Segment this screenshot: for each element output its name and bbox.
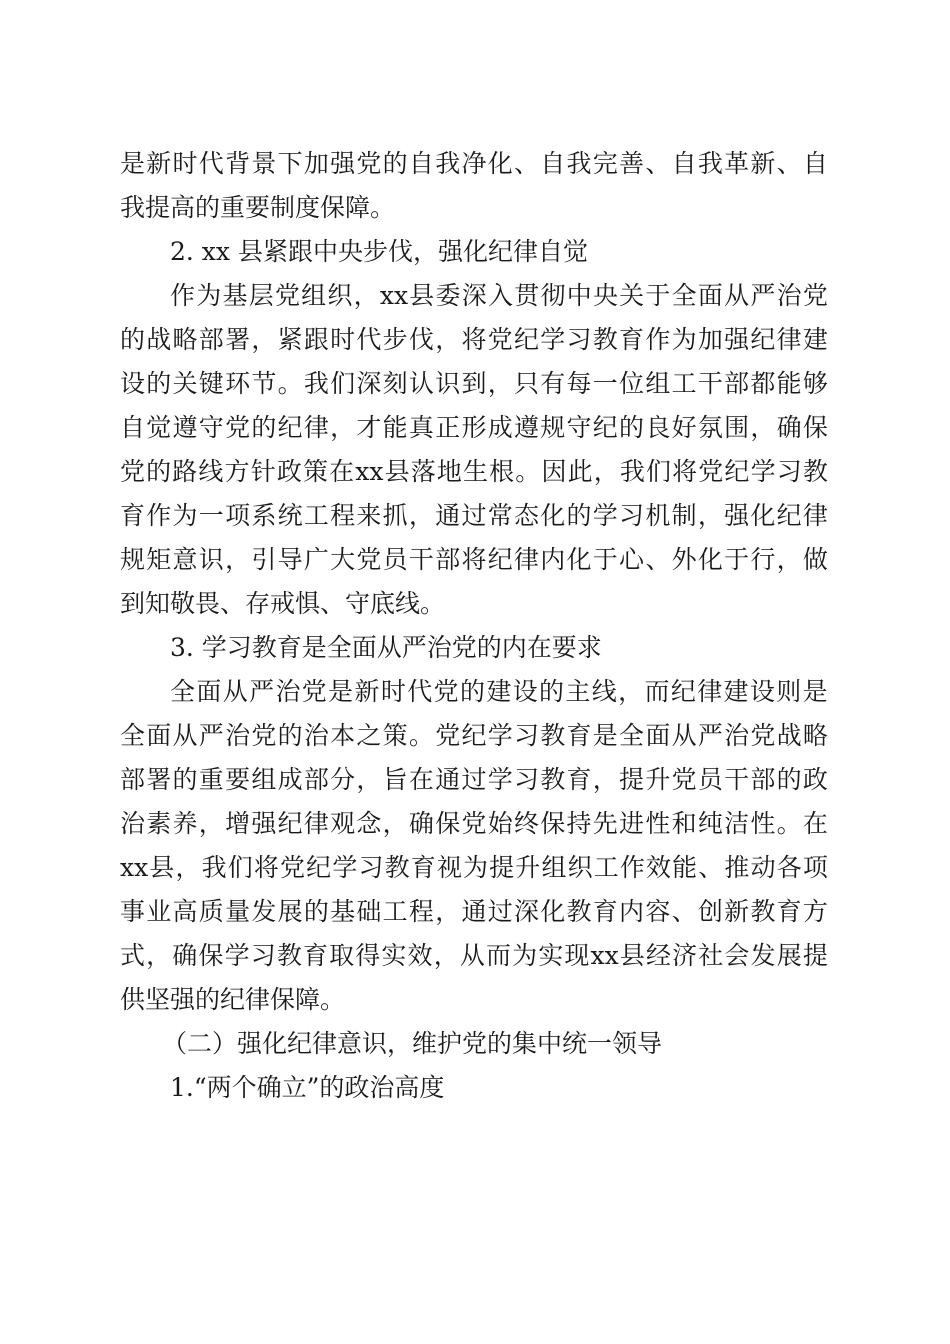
section-heading: 1.“两个确立”的政治高度 xyxy=(170,1073,445,1102)
paragraph-line: 全 面 从 严 治 党 的 治 本 之 策 。 党 纪 学 习 教 育 是 全 面 从 严 治 党 战 略 xyxy=(120,721,828,750)
paragraph-line: 自 觉 遵 守 党 的 纪 律 ， 才 能 真 正 形 成 遵 规 守 纪 的 良 好 氛 围 ， 确 保 xyxy=(120,413,828,442)
document-body xyxy=(120,142,828,1110)
paragraph-line: 治 素 养 ， 增 强 纪 律 观 念 ， 确 保 党 始 终 保 持 先 进 性 和 纯 洁 性 。 在 xyxy=(120,809,828,838)
paragraph-line: 事 业 高 质 量 发 展 的 基 础 工 程 ， 通 过 深 化 教 育 内 容 、 创 新 教 育 方 xyxy=(120,897,828,926)
paragraph-line: xx 县 ， 我 们 将 党 纪 学 习 教 育 视 为 提 升 组 织 工 作 效 能 、 推 动 各 项 xyxy=(120,853,828,882)
paragraph-line: 育 作 为 一 项 系 统 工 程 来 抓 ， 通 过 常 态 化 的 学 习 机 制 ， 强 化 纪 律 xyxy=(120,501,828,530)
section-heading: 2. xx 县紧跟中央步伐，强化纪律自觉 xyxy=(170,237,588,266)
paragraph-line: 党 的 路 线 方 针 政 策 在 xx 县 落 地 生 根 。 因 此 ， 我 们 将 党 纪 学 习 教 xyxy=(120,457,828,486)
paragraph-line: 是 新 时 代 背 景 下 加 强 党 的 自 我 净 化 、 自 我 完 善 、 自 我 革 新 、 自 xyxy=(120,149,828,178)
paragraph-line: 作 为 基 层 党 组 织 ， xx 县 委 深 入 贯 彻 中 央 关 于 全 面 从 严 治 党 xyxy=(170,281,828,310)
paragraph-line: 式 ， 确 保 学 习 教 育 取 得 实 效 ， 从 而 为 实 现 xx 县 经 济 社 会 发 展 提 xyxy=(120,941,828,970)
paragraph-line: 我提高的重要制度保障。 xyxy=(120,193,396,222)
paragraph-line: 的 战 略 部 署 ， 紧 跟 时 代 步 伐 ， 将 党 纪 学 习 教 育 作 为 加 强 纪 律 建 xyxy=(120,325,828,354)
section-heading: 3. 学习教育是全面从严治党的内在要求 xyxy=(170,633,602,662)
section-heading: （二）强化纪律意识，维护党的集中统一领导 xyxy=(162,1029,663,1058)
paragraph-line: 供坚强的纪律保障。 xyxy=(120,985,346,1014)
paragraph-line: 到知敬畏、存戒惧、守底线。 xyxy=(120,589,446,618)
paragraph-line: 全 面 从 严 治 党 是 新 时 代 党 的 建 设 的 主 线 ， 而 纪 律 建 设 则 是 xyxy=(170,677,828,706)
paragraph-line: 设 的 关 键 环 节 。 我 们 深 刻 认 识 到 ， 只 有 每 一 位 组 工 干 部 都 能 够 xyxy=(120,369,828,398)
paragraph-line: 规 矩 意 识 ， 引 导 广 大 党 员 干 部 将 纪 律 内 化 于 心 、 外 化 于 行 ， 做 xyxy=(120,545,828,574)
paragraph-line: 部 署 的 重 要 组 成 部 分 ， 旨 在 通 过 学 习 教 育 ， 提 升 党 员 干 部 的 政 xyxy=(120,765,828,794)
